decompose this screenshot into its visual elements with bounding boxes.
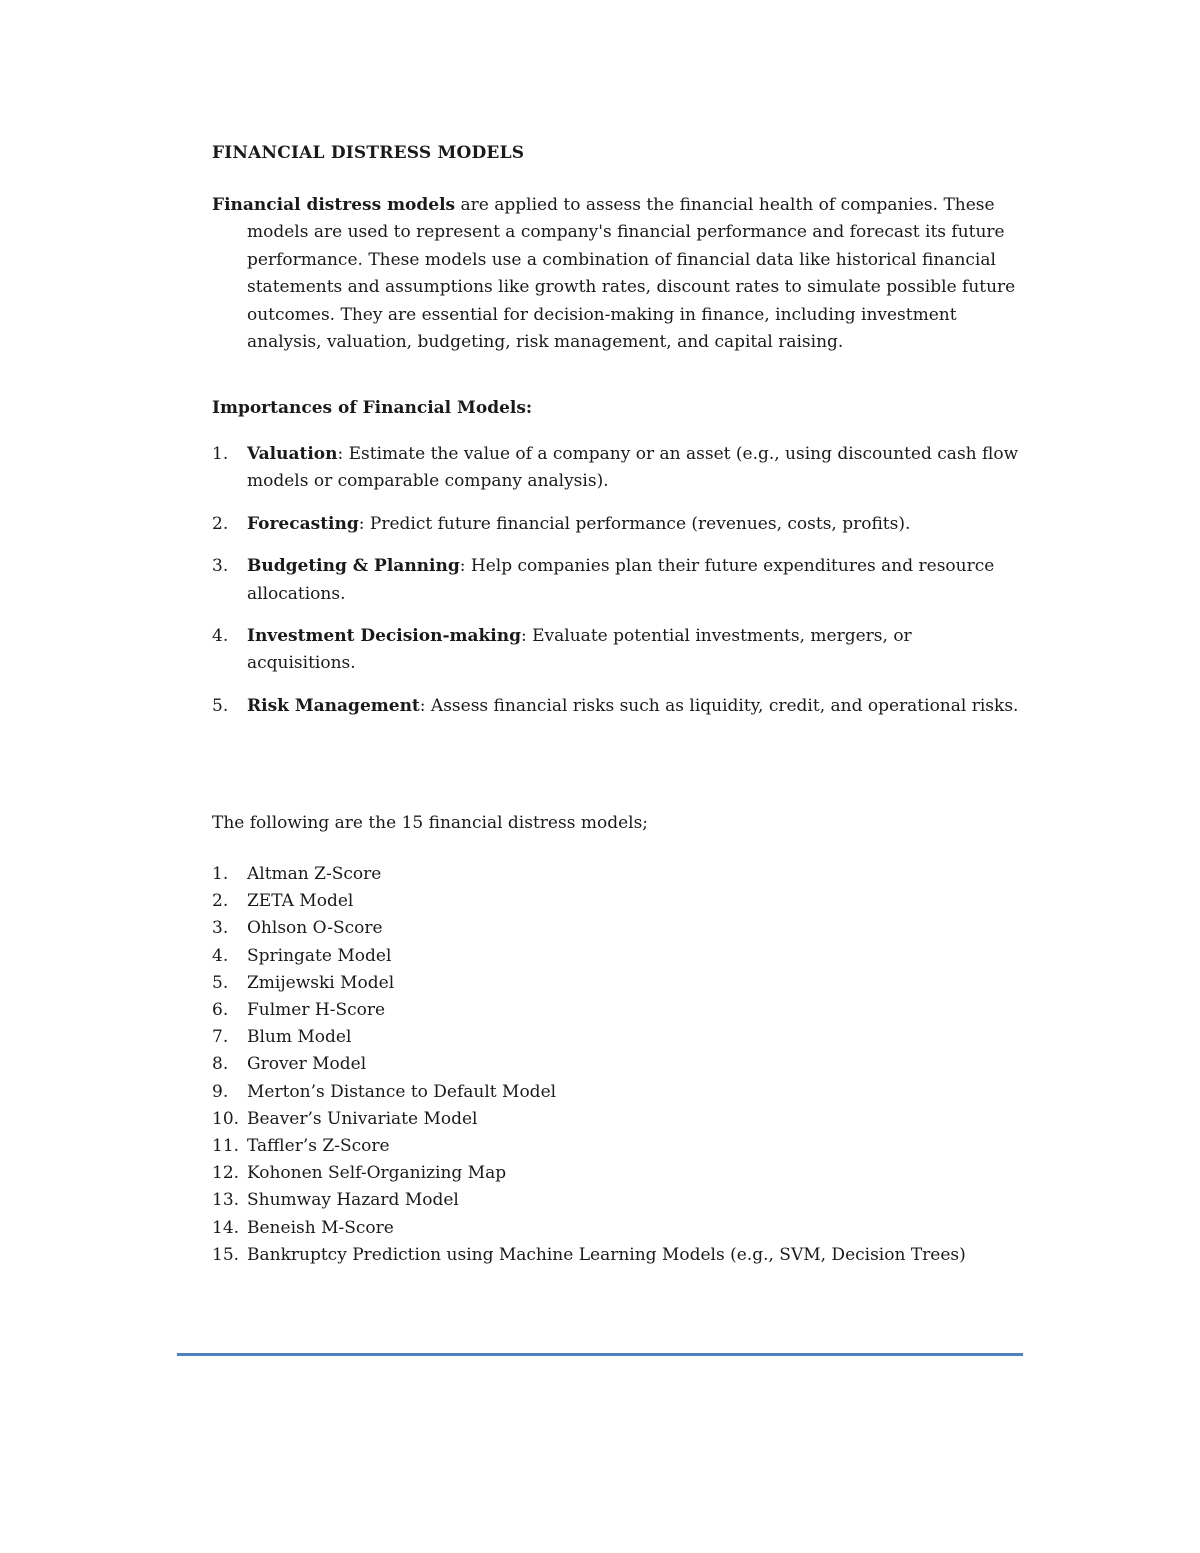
- model-name: Merton’s Distance to Default Model: [247, 1081, 557, 1102]
- models-list: [212, 861, 1024, 1269]
- list-item: [212, 1133, 1024, 1160]
- model-name: Springate Model: [247, 945, 392, 966]
- model-name: Zmijewski Model: [247, 972, 395, 993]
- intro-paragraph: [212, 192, 1024, 356]
- list-item-number: 5.: [212, 972, 229, 993]
- model-name: Blum Model: [247, 1027, 352, 1048]
- list-item-term: Budgeting & Planning: [247, 556, 460, 577]
- intro-lead-term: Financial distress models: [212, 195, 456, 215]
- list-item: [212, 861, 1024, 888]
- list-item-number: 4.: [212, 945, 229, 966]
- model-name: Grover Model: [247, 1054, 367, 1075]
- list-item: [212, 943, 1024, 970]
- list-item-number: 6.: [212, 1000, 229, 1021]
- list-item: [212, 1024, 1024, 1051]
- model-name: Bankruptcy Prediction using Machine Learning Models (e.g., SVM, Decision Trees): [247, 1244, 966, 1265]
- list-item-text: : Assess financial risks such as liquidity, credit, and operational risks.: [419, 695, 1019, 716]
- list-item-text: : Estimate the value of a company or an asset (e.g., using discounted cash flow models or comparable company analysis).: [247, 444, 1019, 492]
- list-item: [212, 441, 1024, 496]
- list-item-term: Risk Management: [247, 695, 420, 716]
- model-name: Fulmer H-Score: [247, 1000, 386, 1021]
- list-item-text: : Help companies plan their future expenditures and resource allocations.: [247, 556, 995, 604]
- importances-heading: Importances of Financial Models:: [212, 398, 533, 418]
- list-item-number: 2.: [212, 513, 229, 534]
- list-item-text: : Predict future financial performance (revenues, costs, profits).: [358, 513, 911, 534]
- list-item: [212, 888, 1024, 915]
- list-item-term: Valuation: [247, 444, 338, 464]
- list-item-number: 3.: [212, 556, 229, 577]
- importances-list: [212, 441, 1024, 735]
- list-item-term: Investment Decision-making: [247, 626, 522, 647]
- model-name: ZETA Model: [247, 891, 354, 912]
- model-name: Shumway Hazard Model: [247, 1190, 459, 1211]
- models-intro: The following are the 15 financial distress models;: [212, 813, 649, 833]
- list-item-number: 1.: [212, 864, 229, 884]
- list-item-number: 5.: [212, 695, 229, 716]
- list-item: [212, 1242, 1024, 1269]
- horizontal-rule: [177, 1353, 1023, 1356]
- model-name: Kohonen Self-Organizing Map: [247, 1163, 507, 1184]
- list-item-number: 2.: [212, 891, 229, 912]
- list-item-number: 9.: [212, 1081, 229, 1102]
- list-item-number: 8.: [212, 1054, 229, 1075]
- list-item: [212, 997, 1024, 1024]
- list-item-number: 3.: [212, 918, 229, 939]
- list-item-number: 10.: [212, 1108, 240, 1129]
- model-name: Ohlson O-Score: [247, 918, 383, 939]
- list-item-number: 11.: [212, 1136, 240, 1157]
- list-item: [212, 1187, 1024, 1214]
- list-item: [212, 553, 1024, 608]
- list-item: [212, 915, 1024, 942]
- list-item-number: 4.: [212, 626, 229, 647]
- list-item: [212, 1106, 1024, 1133]
- model-name: Altman Z-Score: [247, 864, 382, 884]
- model-name: Beneish M-Score: [247, 1217, 394, 1238]
- list-item-text: : Evaluate potential investments, mergers, or acquisitions.: [247, 626, 912, 674]
- list-item-number: 12.: [212, 1163, 240, 1184]
- list-item-number: 13.: [212, 1190, 240, 1211]
- model-name: Taffler’s Z-Score: [247, 1136, 390, 1157]
- list-item: [212, 1079, 1024, 1106]
- list-item: [212, 511, 1024, 538]
- list-item: [212, 693, 1024, 720]
- list-item-number: 14.: [212, 1217, 240, 1238]
- list-item-number: 7.: [212, 1027, 229, 1048]
- list-item: [212, 1160, 1024, 1187]
- intro-text: are applied to assess the financial health of companies. These models are used to represent a company's financial performance and forecast its future performance. These models use a combination of financial data like historical financial statements and assumptions like growth rates, discount rates to simulate possible future outcomes. They are essential for decision-making in finance, including investment analysis, valuation, budgeting, risk management, and capital raising.: [247, 195, 1016, 353]
- list-item: [212, 1215, 1024, 1242]
- model-name: Beaver’s Univariate Model: [247, 1108, 478, 1129]
- list-item-number: 15.: [212, 1244, 240, 1265]
- list-item-term: Forecasting: [247, 513, 359, 534]
- document-title: FINANCIAL DISTRESS MODELS: [212, 143, 525, 163]
- list-item: [212, 1051, 1024, 1078]
- list-item: [212, 970, 1024, 997]
- list-item-number: 1.: [212, 444, 229, 464]
- list-item: [212, 623, 1024, 678]
